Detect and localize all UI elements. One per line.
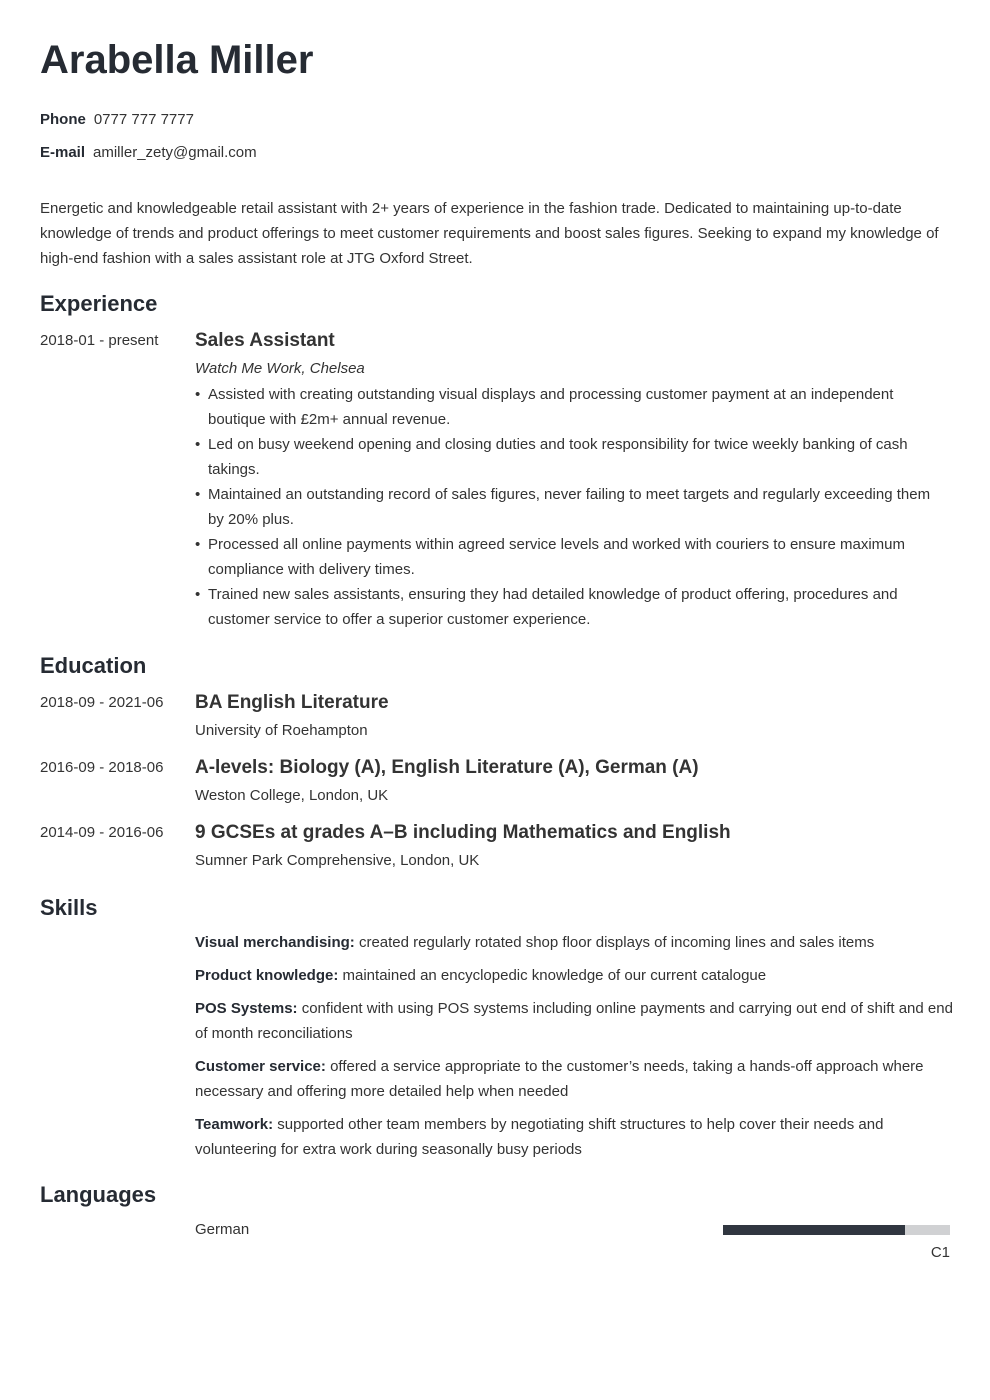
degree-title: A-levels: Biology (A), English Literature (A), German (A) — [195, 757, 699, 778]
education-dates: 2018-09 - 2021-06 — [40, 694, 164, 711]
skill-name: Teamwork: — [195, 1116, 274, 1133]
skill-description: confident with using POS systems including online payments and carrying out end of shift and end of month reconciliations — [195, 1000, 953, 1042]
job-title: Sales Assistant — [195, 330, 335, 351]
language-proficiency-fill — [723, 1225, 905, 1235]
job-bullet: • Led on busy weekend opening and closing duties and took responsibility for twice weekly banking of cash takings. — [195, 432, 950, 482]
job-bullet: • Trained new sales assistants, ensuring they had detailed knowledge of product offering, procedures and customer service to offer a superior customer experience. — [195, 582, 950, 632]
degree-title: BA English Literature — [195, 692, 389, 713]
education-heading: Education — [40, 653, 147, 678]
job-employer: Watch Me Work, Chelsea — [195, 360, 365, 377]
skills-heading: Skills — [40, 895, 98, 920]
phone-label: Phone — [40, 111, 86, 128]
job-bullet: • Processed all online payments within agreed service levels and worked with couriers to ensure maximum compliance with delivery times. — [195, 532, 950, 582]
skill-item — [195, 930, 955, 955]
job-bullet: • Assisted with creating outstanding visual displays and processing customer payment at an independent boutique with £2m+ annual revenue. — [195, 382, 950, 432]
school-name: University of Roehampton — [195, 722, 368, 739]
skill-item — [195, 1054, 955, 1104]
experience-heading: Experience — [40, 291, 158, 316]
email-row — [40, 143, 257, 163]
email-label: E-mail — [40, 144, 86, 161]
skill-name: Visual merchandising: — [195, 934, 355, 951]
language-proficiency-bar — [723, 1225, 950, 1235]
profile-summary: Energetic and knowledgeable retail assistant with 2+ years of experience in the fashion trade. Dedicated to maintaining up-to-date knowledge of trends and product offerings to meet customer requirements and boost sales figures. Seeking to expand my knowledge of high-end fashion with a sales assistant role at JTG Oxford Street. — [40, 200, 939, 267]
skill-item — [195, 1112, 955, 1162]
school-name: Weston College, London, UK — [195, 787, 389, 804]
email-value: amiller_zety@gmail.com — [93, 144, 257, 161]
skill-name: Product knowledge: — [195, 967, 339, 984]
skills-list — [195, 930, 955, 1170]
skill-description: created regularly rotated shop floor displays of incoming lines and sales items — [358, 934, 875, 951]
candidate-name: Arabella Miller — [40, 38, 314, 82]
job-dates: 2018-01 - present — [40, 332, 159, 349]
skill-item — [195, 996, 955, 1046]
education-details — [195, 757, 950, 806]
education-dates: 2016-09 - 2018-06 — [40, 759, 164, 776]
job-bullets — [195, 382, 950, 632]
education-details — [195, 692, 950, 741]
language-name: German — [195, 1221, 250, 1238]
languages-heading: Languages — [40, 1182, 157, 1207]
skill-description: maintained an encyclopedic knowledge of our current catalogue — [342, 967, 767, 984]
degree-title: 9 GCSEs at grades A–B including Mathematics and English — [195, 822, 731, 843]
job-details — [195, 330, 950, 632]
education-dates: 2014-09 - 2016-06 — [40, 824, 164, 841]
language-level: C1 — [930, 1244, 950, 1261]
school-name: Sumner Park Comprehensive, London, UK — [195, 852, 480, 869]
job-bullet: • Maintained an outstanding record of sales figures, never failing to meet targets and regularly exceeding them by 20% plus. — [195, 482, 950, 532]
skill-name: Customer service: — [195, 1058, 326, 1075]
phone-value: 0777 777 7777 — [93, 111, 194, 128]
skill-description: supported other team members by negotiating shift structures to help cover their needs and volunteering for extra work during seasonally busy periods — [195, 1116, 884, 1158]
skill-description: offered a service appropriate to the customer’s needs, taking a hands-off approach where necessary and offering more detailed help when needed — [195, 1058, 924, 1100]
skill-item — [195, 963, 955, 988]
skill-name: POS Systems: — [195, 1000, 298, 1017]
phone-row — [40, 110, 194, 130]
education-details — [195, 822, 950, 871]
